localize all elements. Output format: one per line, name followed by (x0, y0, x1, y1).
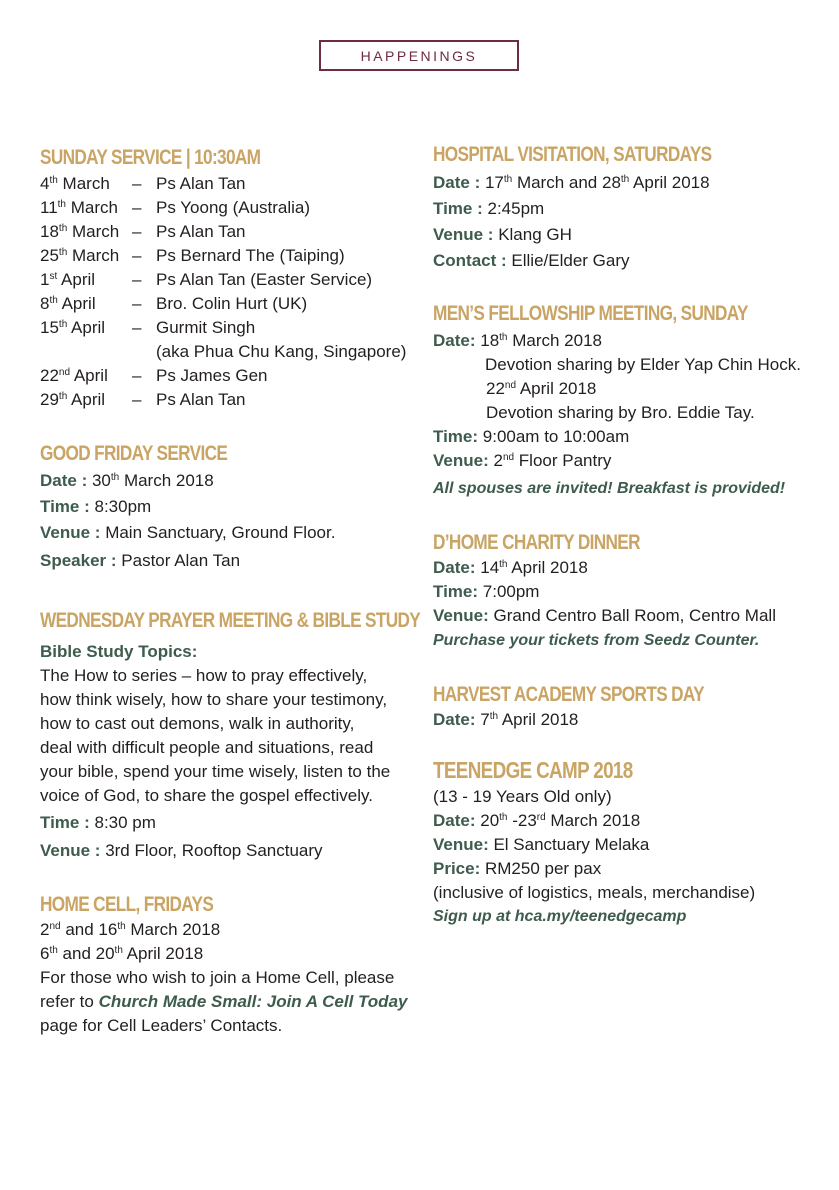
sports-day-date: Date: 7th April 2018 (433, 710, 579, 729)
schedule-dash: – (132, 198, 142, 217)
dhome-time: Time: 7:00pm (433, 582, 540, 601)
good-friday-speaker: Speaker : Pastor Alan Tan (40, 551, 241, 570)
hospital-contact: Contact : Ellie/Elder Gary (433, 251, 630, 270)
hospital-time: Time : 2:45pm (433, 199, 545, 218)
mens-fellowship-note: All spouses are invited! Breakfast is provided! (433, 480, 786, 497)
wednesday-heading: WEDNESDAY PRAYER MEETING & BIBLE STUDY (40, 609, 421, 632)
good-friday-venue: Venue : Main Sanctuary, Ground Floor. (40, 523, 336, 542)
mens-fellowship-date-1: Date: 18th March 2018 (433, 331, 602, 350)
schedule-dash: – (132, 294, 142, 313)
teenedge-date: Date: 20th -23rd March 2018 (433, 811, 641, 830)
hospital-venue: Venue : Klang GH (433, 225, 572, 244)
topics-line: how think wisely, how to share your testimony, (40, 690, 388, 709)
schedule-dash: – (132, 318, 142, 337)
schedule-speaker: Ps James Gen (156, 366, 268, 385)
teenedge-price: Price: RM250 per pax (433, 859, 602, 878)
schedule-dash: – (132, 390, 142, 409)
schedule-dash: – (132, 366, 142, 385)
teenedge-inclusive: (inclusive of logistics, meals, merchandise) (433, 883, 756, 902)
topics-line: The How to series – how to pray effectively, (40, 666, 368, 685)
dhome-note: Purchase your tickets from Seedz Counter. (433, 632, 760, 649)
dhome-venue: Venue: Grand Centro Ball Room, Centro Mall (433, 606, 776, 625)
topics-line: voice of God, to share the gospel effectively. (40, 786, 373, 805)
schedule-date: 15th April (40, 318, 106, 337)
bible-study-topics-label: Bible Study Topics: (40, 642, 198, 661)
dhome-heading: D’HOME CHARITY DINNER (433, 531, 640, 554)
schedule-speaker: Ps Alan Tan (Easter Service) (156, 270, 373, 289)
header-title-box (319, 40, 519, 71)
schedule-speaker: Ps Alan Tan (156, 390, 246, 409)
schedule-date: 1st April (40, 270, 96, 289)
teenedge-age: (13 - 19 Years Old only) (433, 787, 612, 806)
dhome-date: Date: 14th April 2018 (433, 558, 588, 577)
page-title: HAPPENINGS (360, 47, 478, 64)
mens-fellowship-devotion-2: Devotion sharing by Bro. Eddie Tay. (486, 403, 755, 422)
home-cell-text: For those who wish to join a Home Cell, please (40, 968, 395, 987)
home-cell-text: page for Cell Leaders’ Contacts. (40, 1016, 283, 1035)
mens-fellowship-devotion-1: Devotion sharing by Elder Yap Chin Hock. (485, 355, 801, 374)
wednesday-venue: Venue : 3rd Floor, Rooftop Sanctuary (40, 841, 323, 860)
schedule-speaker: Ps Alan Tan (156, 222, 246, 241)
mens-fellowship-venue: Venue: 2nd Floor Pantry (433, 451, 612, 470)
schedule-date: 8th April (40, 294, 96, 313)
home-cell-heading: HOME CELL, FRIDAYS (40, 893, 214, 916)
schedule-speaker: (aka Phua Chu Kang, Singapore) (156, 342, 407, 361)
schedule-date: 4th March (40, 174, 110, 193)
schedule-date: 25th March (40, 246, 120, 265)
topics-line: how to cast out demons, walk in authority, (40, 714, 355, 733)
schedule-date: 11th March (40, 198, 118, 217)
schedule-speaker: Ps Yoong (Australia) (156, 198, 311, 217)
schedule-dash: – (132, 270, 142, 289)
schedule-speaker: Ps Alan Tan (156, 174, 246, 193)
good-friday-date: Date : 30th March 2018 (40, 471, 214, 490)
hospital-date: Date : 17th March and 28th April 2018 (433, 173, 710, 192)
join-cell-link[interactable]: Church Made Small: Join A Cell Today (98, 992, 408, 1011)
schedule-speaker: Ps Bernard The (Taiping) (156, 246, 345, 265)
schedule-dash: – (132, 174, 142, 193)
home-cell-refer: refer to Church Made Small: Join A Cell Today (40, 992, 408, 1011)
schedule-speaker: Bro. Colin Hurt (UK) (156, 294, 308, 313)
schedule-date: 18th March (40, 222, 120, 241)
schedule-date: 22nd April (40, 366, 108, 385)
teenedge-heading: TEENEDGE CAMP 2018 (433, 757, 633, 783)
topics-line: deal with difficult people and situations, read (40, 738, 374, 757)
teenedge-venue: Venue: El Sanctuary Melaka (433, 835, 650, 854)
wednesday-time: Time : 8:30 pm (40, 813, 156, 832)
schedule-dash: – (132, 246, 142, 265)
teenedge-signup-link[interactable]: Sign up at hca.my/teenedgecamp (433, 908, 687, 925)
home-cell-dates-march: 2nd and 16th March 2018 (40, 920, 221, 939)
sports-day-heading: HARVEST ACADEMY SPORTS DAY (433, 683, 704, 706)
good-friday-heading: GOOD FRIDAY SERVICE (40, 442, 228, 465)
home-cell-dates-april: 6th and 20th April 2018 (40, 944, 204, 963)
sunday-service-heading: SUNDAY SERVICE | 10:30AM (40, 146, 261, 169)
schedule-date: 29th April (40, 390, 106, 409)
schedule-speaker: Gurmit Singh (156, 318, 256, 337)
mens-fellowship-date-2: 22nd April 2018 (486, 379, 597, 398)
hospital-heading: HOSPITAL VISITATION, SATURDAYS (433, 143, 712, 166)
schedule-dash: – (132, 222, 142, 241)
good-friday-time: Time : 8:30pm (40, 497, 152, 516)
mens-fellowship-time: Time: 9:00am to 10:00am (433, 427, 630, 446)
topics-line: your bible, spend your time wisely, listen to the (40, 762, 391, 781)
mens-fellowship-heading: MEN’S FELLOWSHIP MEETING, SUNDAY (433, 302, 748, 325)
